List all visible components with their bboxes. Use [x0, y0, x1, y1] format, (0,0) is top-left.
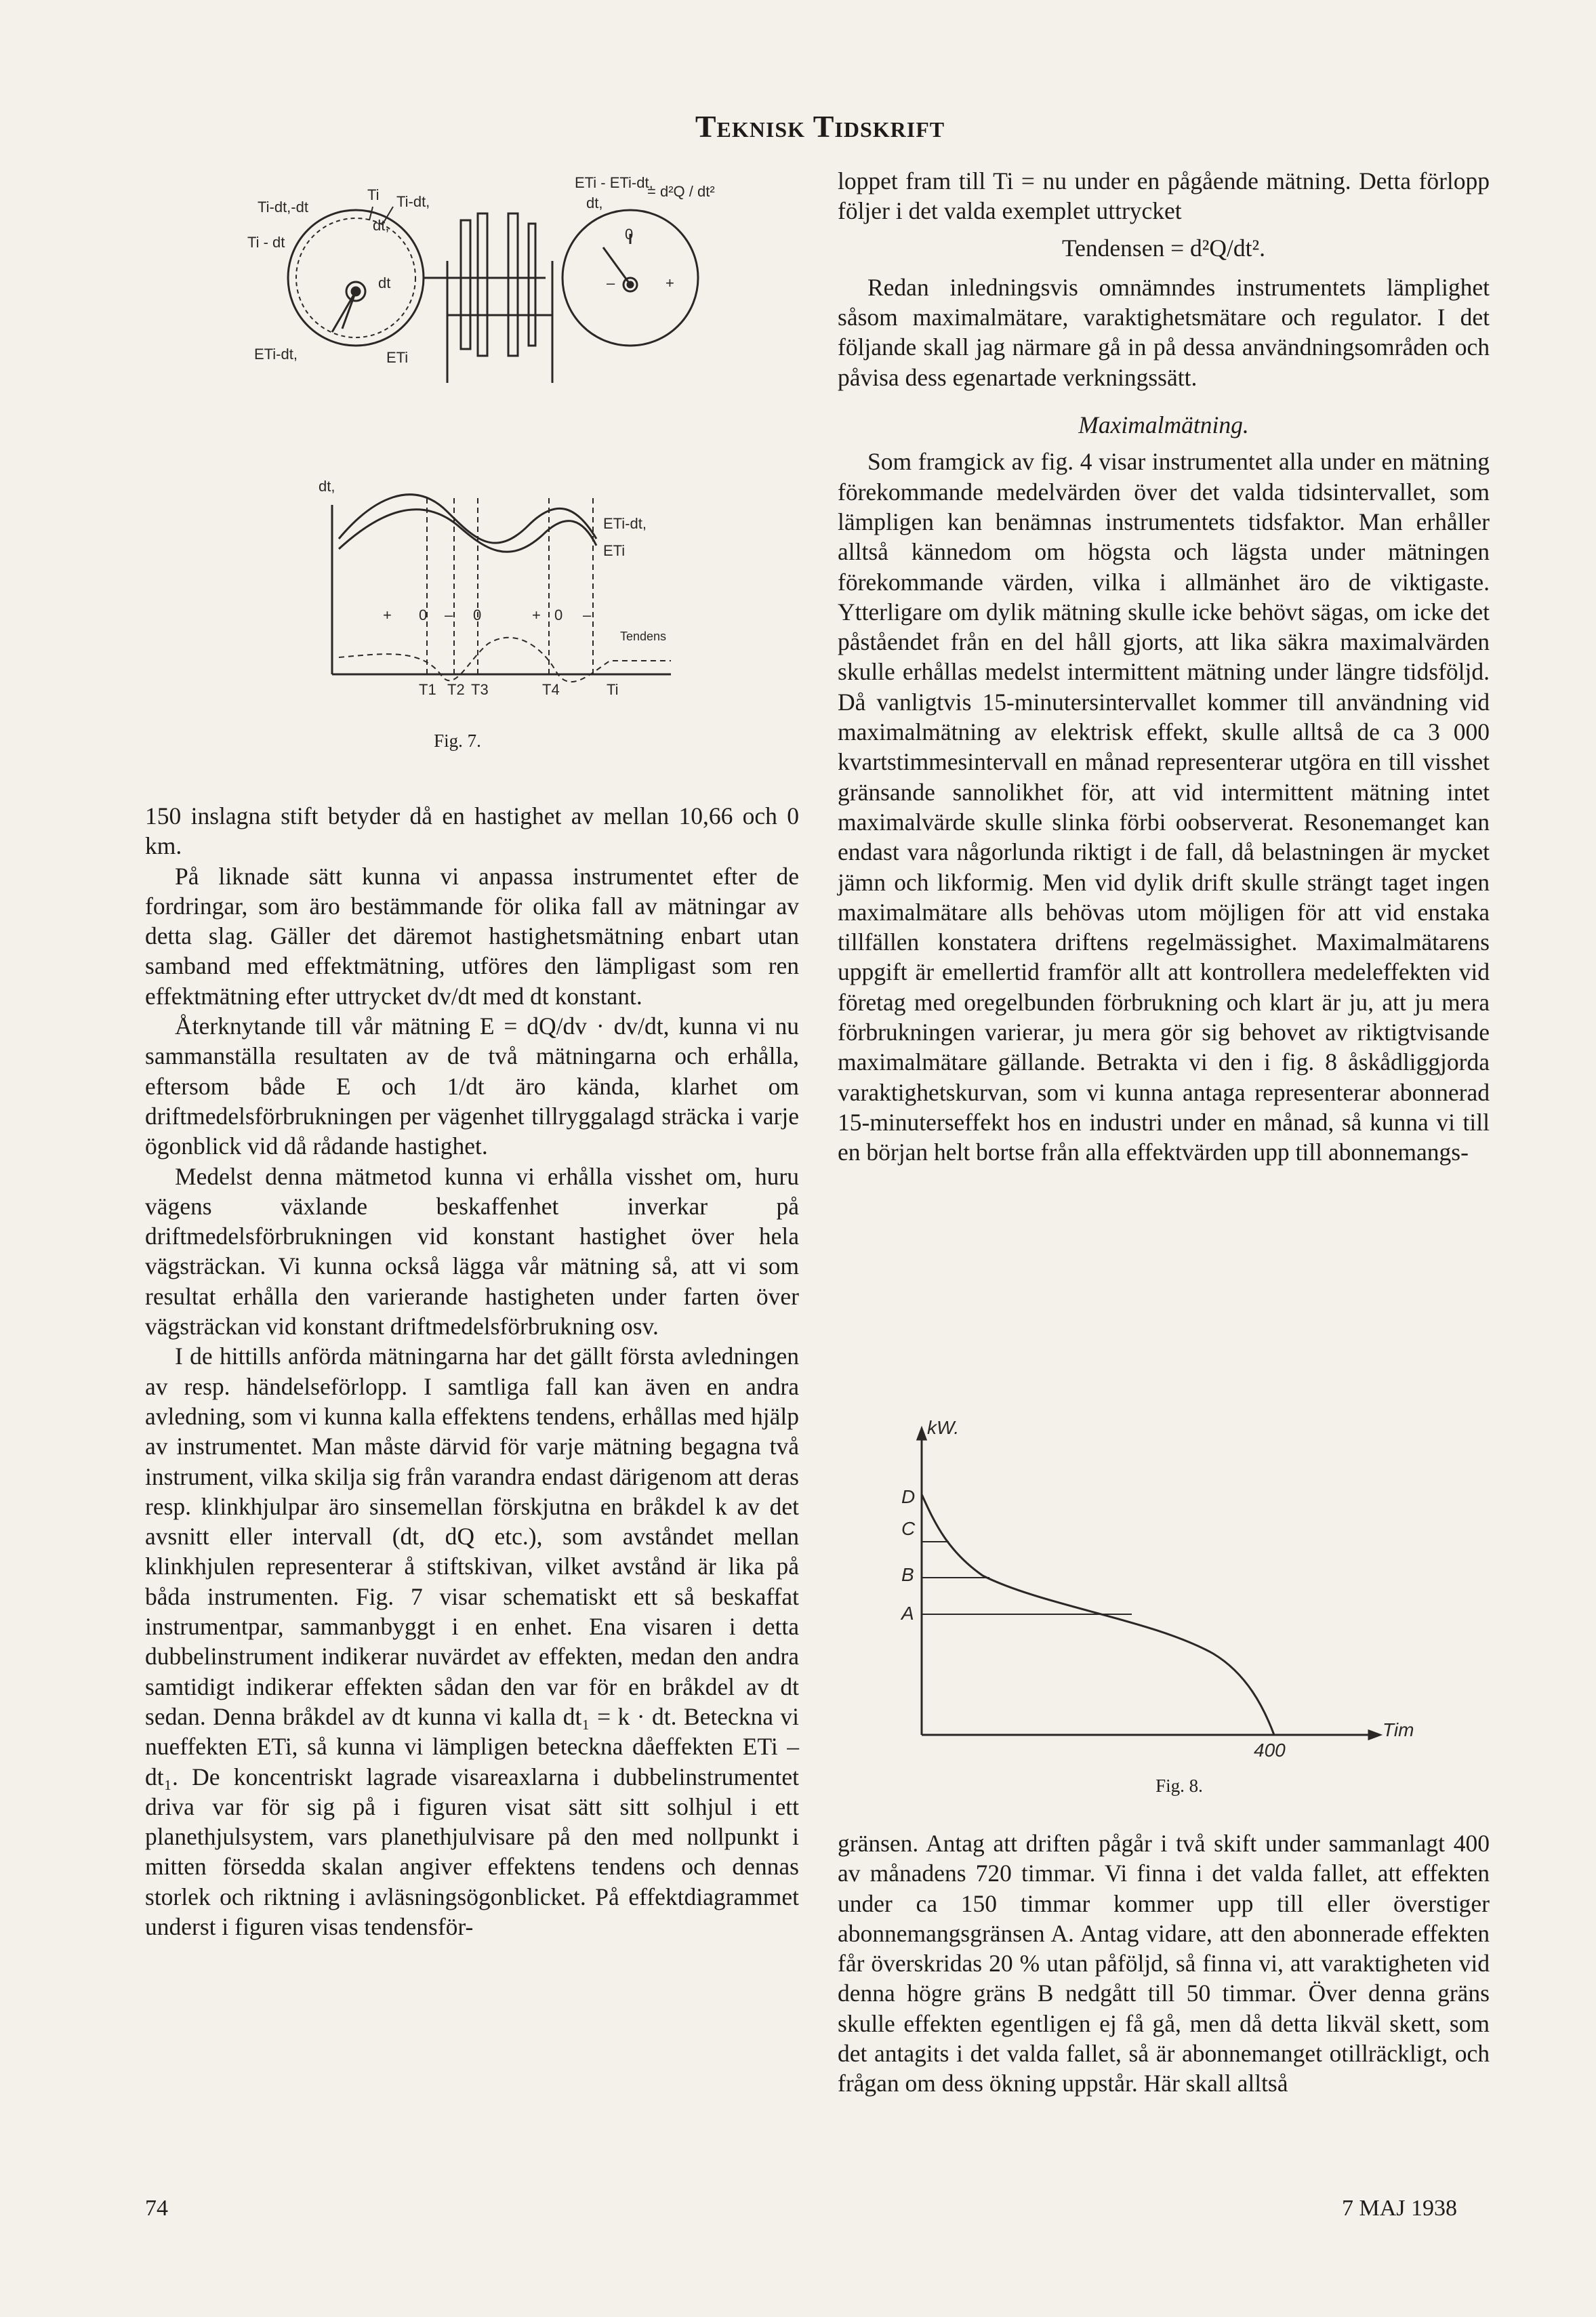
fig8-level-label-d: D — [901, 1486, 916, 1507]
issue-date: 7 MAJ 1938 — [1342, 2196, 1458, 2221]
left-paragraph-4: Medelst denna mätmetod kunna vi erhålla visshet om, huru vägens växlande beskaffenhet inverkar på driftmedelsförbrukningen vid konstant hastighet över hela vägsträckan. Vi kunna också lägga vår mätning så, att vi som resultat erhålla den varierande hastigheten under farten över vägsträckan vid konstant driftmedelsförbrukning osv. — [145, 1162, 799, 1340]
figure-8-caption: Fig. 8. — [1155, 1776, 1203, 1796]
right-paragraph-2: Redan inledningsvis omnämndes instrumentets lämplighet såsom maximalmätare, varaktighetsmätare och regulator. I det följande skall jag närmare gå in på dessa användningsområden och påvisa dess egenartade verkningssätt. — [838, 273, 1490, 391]
fig8-level-label-c: C — [901, 1518, 916, 1539]
right-paragraph-1: loppet fram till Ti = nu under en pågående mätning. Detta förlopp följer i det valda exemplet uttrycket — [838, 167, 1490, 225]
fig7-sign-minus-2: – — [583, 607, 592, 623]
fig7-t2: T2 — [447, 681, 465, 698]
left-paragraph-2: På liknade sätt kunna vi anpassa instrumentet efter de fordringar, som äro bestämmande för olika fall av mätningar av detta slag. Gäller det däremot hastighetsmätning enbart utan samband med effektmätning, utföres den lämpligast som ren effektmätning efter uttrycket dv/dt med dt konstant. — [145, 862, 799, 1010]
fig7-t4: T4 — [542, 681, 560, 698]
fig7-formula-denominator: dt, — [586, 194, 603, 211]
figure-8-chart — [895, 1417, 1437, 1776]
masthead: Teknisk Tidskrift — [695, 109, 945, 144]
fig7-label-dt: dt — [378, 274, 391, 291]
fig8-x-tick-400: 400 — [1254, 1740, 1286, 1761]
fig8-x-unit: Tim — [1383, 1719, 1414, 1740]
left-column — [145, 801, 799, 1942]
fig7-sign-minus-1: – — [445, 607, 453, 623]
fig7-t3: T3 — [471, 681, 489, 698]
fig7-dial-plus: + — [666, 274, 674, 291]
right-paragraph-3: Som framgick av fig. 4 visar instrumentet alla under en mätning förekommande medelvärden över det valda tidsintervallet, som lämpligen kan benämnas instrumentets tidsfaktor. Man erhåller alltså kännedom om högsta och lägsta under mätningen förekommande värden, vilka i allmänhet äro de viktigaste. Ytterligare om dylik mätning skulle icke behövt sägas, om icke det påståendet från en del håll gjorts, att lika säkra maximalvärden skulle erhållas medelst intermittent mätning under längre tidsföljd. Då vanligtvis 15-minutersintervallet kommer till användning vid maximalmätning av elektrisk effekt, skulle alltså de ca 3 000 kvartstimmesintervall en månad representerar utgöra en till visshet gränsande sannolikhet för, att vid intermittent mätning intet maximalvärde skulle slinka förbi oobserverat. Resonemanget kan endast vara någorlunda riktigt i de fall, då belastningen är mycket jämn och likformig. Men vid dylik drift skulle strängt taget ingen maximalmätare alls behövas utom möjligen för att vid enstaka tillfällen konstatera driftens regelmässighet. Maximalmätarens uppgift är emellertid framför allt att kontrollera medeleffekten vid företag med oregelbunden förbrukning och klart är ju, att ju mera förbrukningen varierar, ju mera gör sig behovet av riktigtvisande maximalmätare gällande. Betrakta vi den i fig. 8 åskådliggjorda varaktighetskurvan, som vi kunna antaga representerar abonnerad 15-minuterseffekt hos en industri under en månad, så kunna vi till en början helt bortse från alla effektvärden upp till abonnemangs- — [838, 448, 1490, 1166]
fig8-level-label-b: B — [901, 1564, 914, 1585]
fig7-label-ti-dt: Ti - dt — [247, 234, 285, 251]
fig7-tendens-label: Tendens — [620, 630, 667, 643]
fig7-label-ti-dt1: Ti-dt, — [396, 193, 430, 210]
fig8-y-unit: kW. — [927, 1417, 960, 1438]
fig7-curve-label-e-ti: ETi — [603, 542, 626, 559]
left-dial — [288, 210, 424, 346]
fig7-sign-zero-2: 0 — [473, 607, 482, 623]
figure-7-diagram — [244, 159, 715, 701]
fig7-sign-zero-3: 0 — [554, 607, 563, 623]
fig7-label-ti: Ti — [367, 186, 380, 203]
left-paragraph-5: I de hittills anförda mätningarna har det gällt första avledningen av resp. händelseförlopp. I samtliga fall kan även en andra avledning, som vi kunna kalla effektens tendens, erhållas med hjälp av instrumentet. Man måste därvid för varje mätning begagna två instrument, vilka skilja sig från varandra endast därigenom att deras resp. klinkhjulpar äro sinsemellan förskjutna en bråkdel k av det avsnitt eller intervall (dt, dQ etc.), som avståndet mellan klinkhjulen representerar å stiftskivan, vilket avstånd är lika på båda instrumenten. Fig. 7 visar schematiskt ett så beskaffat instrumentpar, sammanbyggt i en enhet. Ena visaren i detta dubbelinstrument indikerar nuvärdet av effekten, medan den andra samtidigt indikerar effekten sådan den var för en bråkdel av dt sedan. Denna bråkdel av dt kunna vi kalla dt₁ = k · dt. Beteckna vi nueffekten ETi, så kunna vi lämpligen beteckna dåeffekten ETi – dt₁. De koncentriskt lagrade visareaxlarna i dubbelinstrumentet driva var för sig på i figuren visat sätt sitt solhjul i ett planethjulsystem, vars planethjulvisare på den med nollpunkt i mitten försedda skalan angiver effektens tendens och dennas storlek och riktning i avläsningsögonblicket. På effektdiagrammet underst i figuren visas tendensför- — [145, 1342, 799, 1940]
tendens-formula: Tendensen = d²Q/dt². — [1061, 234, 1266, 262]
fig7-axis-dt: dt, — [319, 478, 335, 495]
figure-7-caption: Fig. 7. — [434, 731, 481, 751]
fig7-t1: T1 — [419, 681, 436, 698]
right-column-top — [838, 166, 1490, 1168]
fig7-label-dt1: dt, — [373, 217, 390, 234]
right-column-bottom — [838, 1828, 1490, 2099]
right-paragraph-4: gränsen. Antag att driften pågår i två skift under sammanlagt 400 av månadens 720 timmar. Vi finna i det valda fallet, att effekten under ca 150 timmar kommer upp till eller överstiger abonnemangsgränsen A. Antag vidare, att den abonnerade effekten får överskridas 20 % utan påföljd, så finna vi, att varaktigheten vid denna högre gräns B nedgått till 50 timmar. Över denna gräns skulle effekten egentligen ej få gå, men då detta likväl skett, som det antagits i det valda fallet, så är abonnemanget otillräckligt, och frågan om dess ökning uppstår. Här skall alltså — [838, 1830, 1490, 2097]
fig7-sign-plus-2: + — [532, 607, 541, 623]
left-paragraph-1: 150 inslagna stift betyder då en hastighet av mellan 10,66 och 0 km. — [145, 802, 799, 860]
section-heading-maximalmatning: Maximalmätning. — [1078, 411, 1249, 439]
fig7-label-ti-dt1-dt: Ti-dt,-dt — [258, 199, 308, 216]
left-paragraph-3: Återknytande till vår mätning E = dQ/dv · dv/dt, kunna vi nu sammanställa resultaten av de två mätningarna och erhålla, eftersom både E och 1/dt äro kända, klarhet om driftmedelsförbrukningen per vägenhet tillryggalagd sträcka i varje ögonblick vid då rådande hastighet. — [145, 1012, 799, 1160]
fig7-label-e-ti-dt: ETi-dt, — [254, 346, 298, 363]
fig7-dial-minus: – — [607, 274, 615, 291]
fig7-sign-zero-1: 0 — [419, 607, 428, 623]
fig7-formula-equals: = d²Q / dt² — [647, 183, 715, 200]
fig8-level-label-a: A — [901, 1603, 914, 1624]
page-number: 74 — [145, 2196, 168, 2221]
fig7-sign-plus-1: + — [383, 607, 392, 623]
fig7-ti-axis: Ti — [607, 681, 619, 698]
fig7-formula-numerator: ETi - ETi-dt, — [575, 174, 653, 191]
fig7-curve-label-e-ti-dt: ETi-dt, — [603, 515, 647, 532]
fig7-dial-zero: 0 — [625, 226, 634, 243]
fig7-label-e-ti: ETi — [386, 349, 409, 366]
